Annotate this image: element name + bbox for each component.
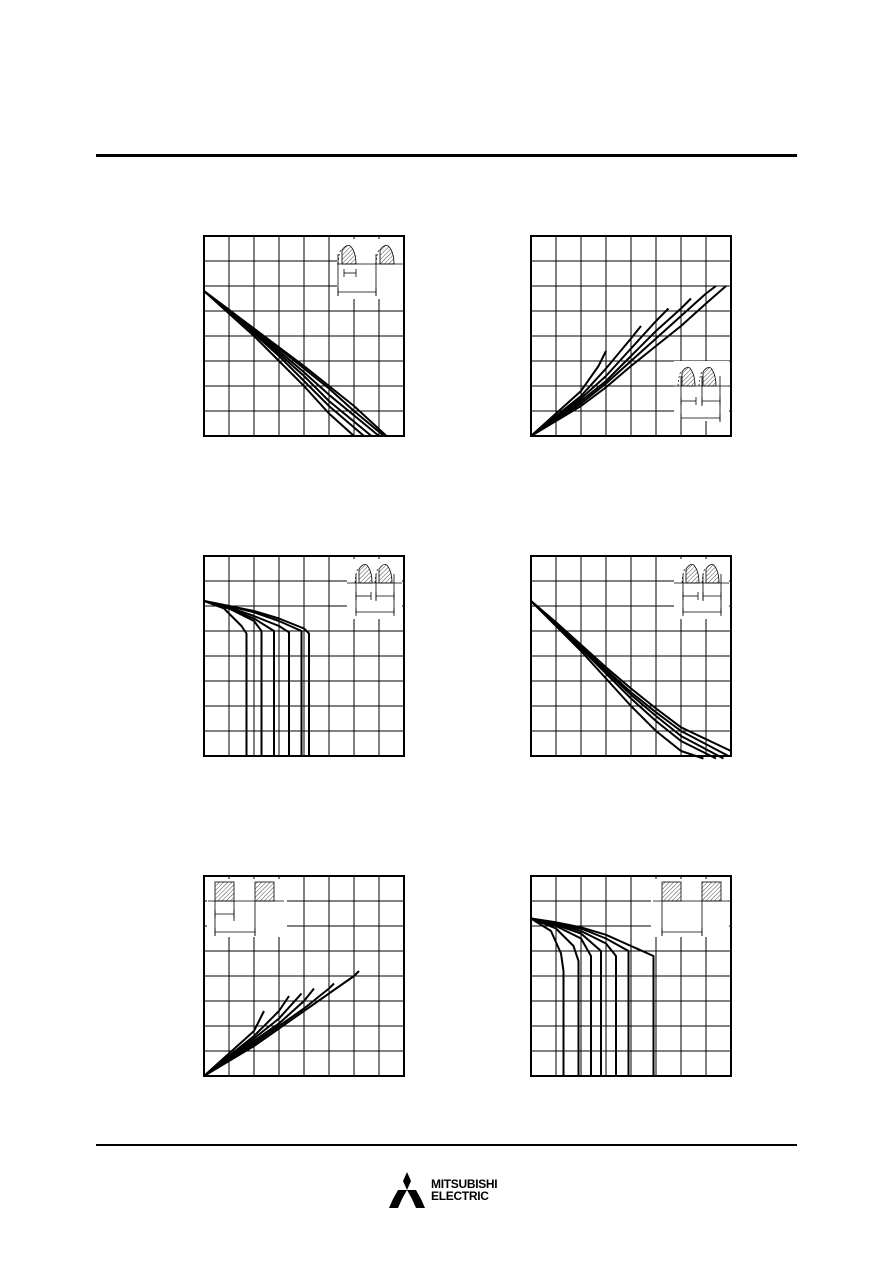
waveform-pulse bbox=[255, 882, 274, 901]
waveform-pulse bbox=[215, 882, 234, 901]
footer-rule bbox=[96, 1144, 797, 1146]
series-line-2 bbox=[531, 919, 579, 1077]
series-line-3 bbox=[531, 919, 591, 1077]
chart-2-svg bbox=[531, 236, 731, 436]
waveform-inset bbox=[674, 559, 729, 619]
chart-3 bbox=[204, 556, 404, 756]
series-line-2 bbox=[531, 326, 641, 436]
series-line-5 bbox=[531, 919, 616, 1077]
series-line-6 bbox=[531, 919, 629, 1077]
chart-2 bbox=[531, 236, 731, 436]
chart-4 bbox=[531, 556, 731, 756]
brand-line-2: ELECTRIC bbox=[431, 1189, 489, 1203]
three-diamonds-logo-icon bbox=[387, 1170, 427, 1210]
waveform-inset bbox=[674, 361, 729, 422]
waveform-inset bbox=[337, 239, 403, 299]
chart-5 bbox=[204, 876, 404, 1076]
brand-wordmark bbox=[431, 1178, 497, 1202]
chart-4-svg bbox=[531, 556, 731, 756]
series-line-4 bbox=[531, 601, 729, 756]
series-line-1 bbox=[204, 601, 247, 756]
brand-line-1: MITSUBISHI bbox=[431, 1177, 498, 1191]
waveform-inset bbox=[347, 559, 402, 619]
header-rule bbox=[96, 154, 797, 157]
waveform-inset bbox=[651, 879, 729, 937]
waveform-pulse bbox=[662, 882, 681, 901]
chart-6 bbox=[531, 876, 731, 1076]
chart-3-svg bbox=[204, 556, 404, 756]
series-line-1 bbox=[531, 919, 564, 1077]
chart-1-svg bbox=[204, 236, 404, 436]
inset-background bbox=[674, 361, 729, 421]
series-line-2 bbox=[204, 601, 262, 756]
chart-6-svg bbox=[531, 876, 731, 1076]
series-line-5 bbox=[204, 601, 302, 756]
waveform-pulse bbox=[702, 882, 721, 901]
waveform-inset bbox=[207, 879, 287, 937]
chart-1 bbox=[204, 236, 404, 436]
chart-5-svg bbox=[204, 876, 404, 1076]
